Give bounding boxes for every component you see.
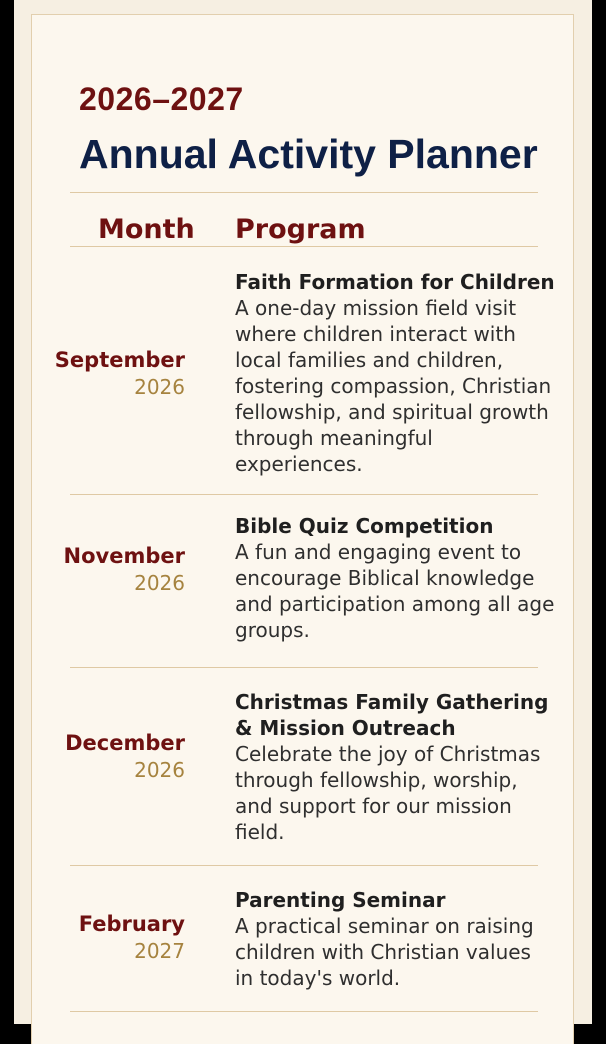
page-title: Annual Activity Planner bbox=[79, 131, 538, 177]
planner-card bbox=[31, 14, 574, 1044]
row-year: 2026 bbox=[134, 571, 185, 595]
row-divider bbox=[70, 865, 538, 866]
row-divider bbox=[70, 667, 538, 668]
row-divider bbox=[70, 494, 538, 495]
row-month: November bbox=[63, 544, 185, 568]
program-title: Parenting Seminar bbox=[235, 888, 446, 912]
row-year: 2027 bbox=[134, 939, 185, 963]
program-title: Faith Formation for Children bbox=[235, 270, 555, 294]
page-frame bbox=[14, 0, 592, 1024]
row-year: 2026 bbox=[134, 375, 185, 399]
program-description: Celebrate the joy of Christmas through fellowship, worship, and support for our mission field. bbox=[235, 742, 541, 844]
row-month: September bbox=[54, 348, 185, 372]
program-description: A one-day mission field visit where children interact with local families and children, fostering compassion, Christian fellowship, and spiritual growth through meaningful experiences. bbox=[235, 296, 552, 476]
row-year: 2026 bbox=[134, 758, 185, 782]
year-range: 2026–2027 bbox=[79, 81, 244, 117]
row-month: December bbox=[65, 731, 185, 755]
program-description: A practical seminar on raising children with Christian values in today's world. bbox=[235, 914, 534, 990]
row-program bbox=[235, 689, 555, 845]
column-header-month: Month bbox=[98, 214, 195, 245]
row-program bbox=[235, 887, 555, 991]
program-title: Bible Quiz Competition bbox=[235, 514, 494, 538]
row-month: February bbox=[78, 912, 185, 936]
header-top-divider bbox=[70, 192, 538, 193]
row-program bbox=[235, 513, 555, 643]
column-header-program: Program bbox=[235, 214, 366, 245]
row-program bbox=[235, 269, 555, 477]
program-description: A fun and engaging event to encourage Biblical knowledge and participation among all age groups. bbox=[235, 540, 555, 642]
header-bottom-divider bbox=[70, 246, 538, 247]
program-title: Christmas Family Gathering & Mission Outreach bbox=[235, 690, 549, 740]
row-divider bbox=[70, 1011, 538, 1012]
